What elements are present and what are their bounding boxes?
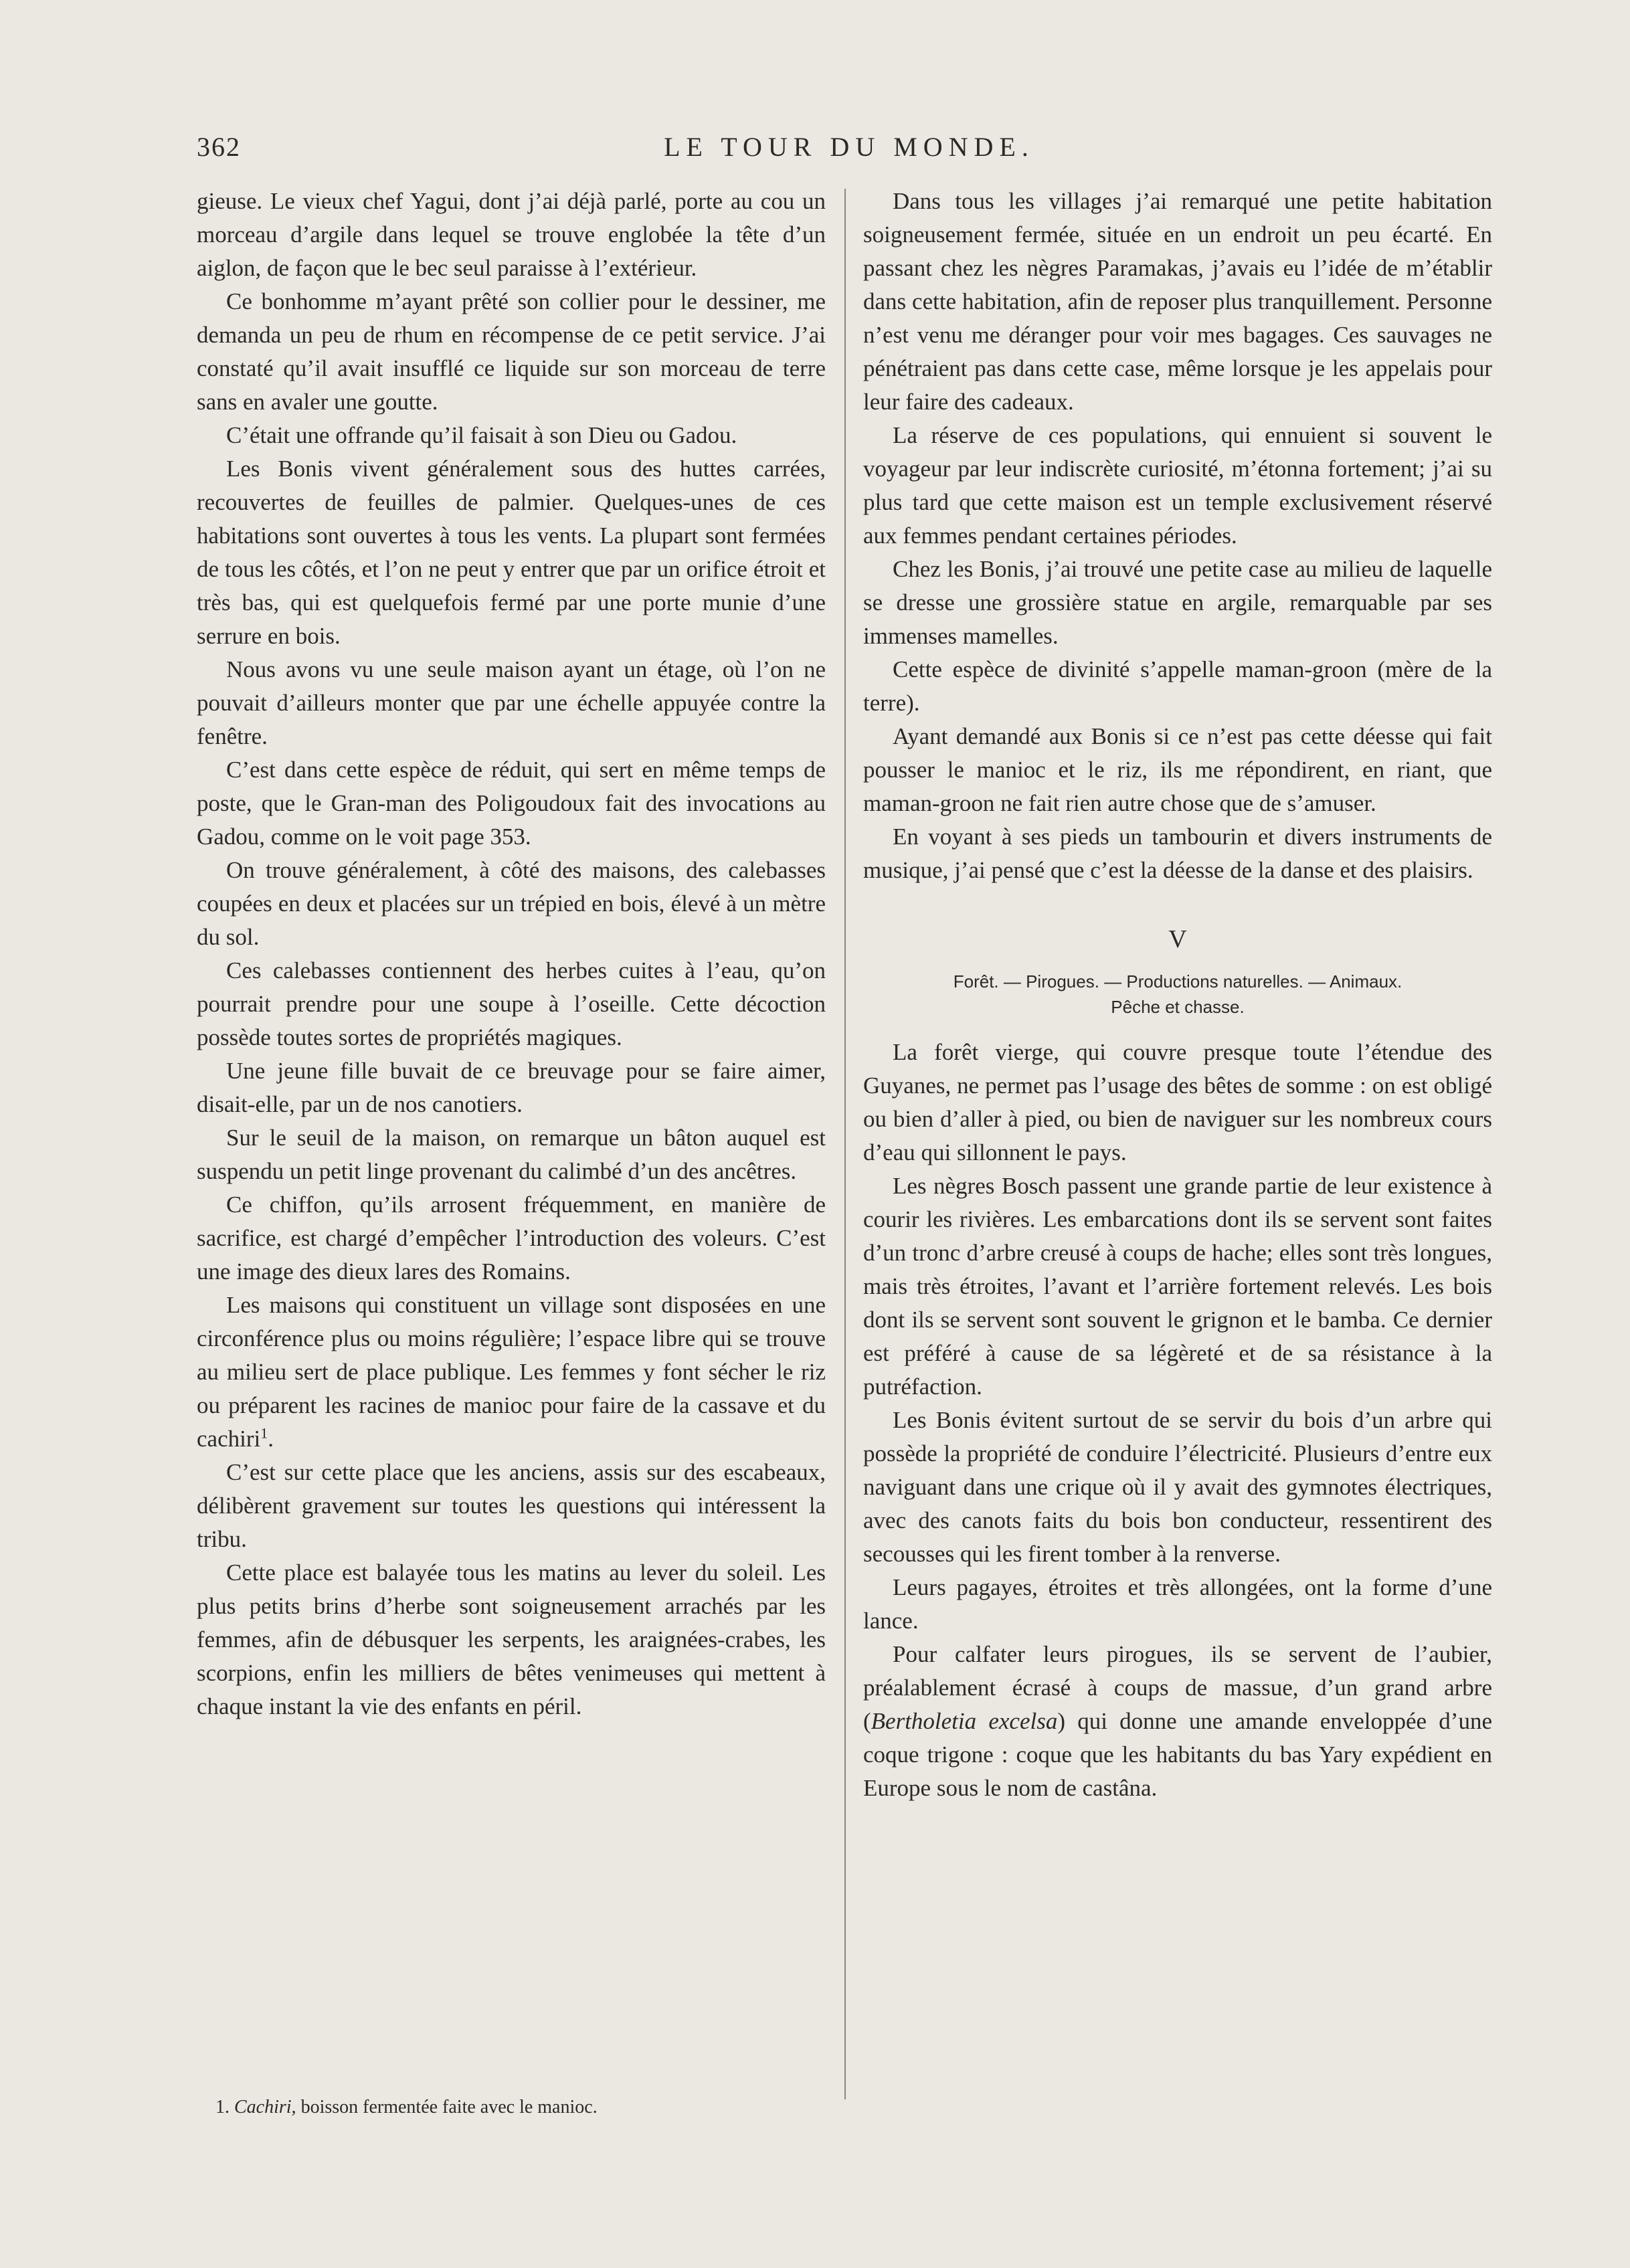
footnote-ref: 1: [260, 1424, 268, 1442]
paragraph: La réserve de ces populations, qui ennuient si souvent le voyageur par leur indiscrète curiosité, m’étonna fortement; j’ai su plus tard que cette maison est un temple exclusivement réservé aux femmes pendant certaines périodes.: [863, 422, 1492, 549]
paragraph: Sur le seuil de la maison, on remarque un bâton auquel est suspendu un petit linge provenant du calimbé d’un des ancêtres.: [197, 1125, 826, 1184]
italic-term: Bertholetia excelsa: [871, 1708, 1058, 1734]
paragraph: Une jeune fille buvait de ce breuvage pour se faire aimer, disait-elle, par un de nos canotiers.: [197, 1058, 826, 1117]
paragraph: Cette place est balayée tous les matins au lever du soleil. Les plus petits brins d’herbe sont soigneusement arrachés par les femmes, afin de débusquer les serpents, les araignées-crabes, les scorpions, enfin les milliers de bêtes venimeuses qui mettent à chaque instant la vie des enfants en péril.: [197, 1560, 826, 1719]
section-summary-line: Forêt. — Pirogues. — Productions naturelles. — Animaux.: [953, 971, 1402, 991]
footnote: [215, 2094, 818, 2121]
running-title: LE TOUR DU MONDE.: [664, 132, 1034, 162]
paragraph: La forêt vierge, qui couvre presque toute l’étendue des Guyanes, ne permet pas l’usage des bêtes de somme : on est obligé ou bien d’aller à pied, ou bien de naviguer sur les nombreux cours d’eau qui sillonnent le pays.: [863, 1039, 1492, 1165]
left-column: [197, 185, 826, 1723]
paragraph: C’était une offrande qu’il faisait à son Dieu ou Gadou.: [226, 422, 737, 448]
paragraph: Ayant demandé aux Bonis si ce n’est pas cette déesse qui fait pousser le manioc et le riz, ils me répondirent, en riant, que maman-groon ne fait rien autre chose que de s’amuser.: [863, 723, 1492, 816]
paragraph: [197, 1289, 826, 1456]
paragraph: [863, 1638, 1492, 1805]
page-header: [197, 131, 1502, 171]
section-summary: [870, 969, 1485, 1020]
paragraph: Cette espèce de divinité s’appelle maman-groon (mère de la terre).: [863, 656, 1492, 716]
right-column: [863, 185, 1492, 1805]
paragraph-text: Pour calfater leurs pirogues, ils se servent de l’aubier, préalablement écrasé à coups de massue, d’un grand arbre (: [863, 1641, 1492, 1734]
paragraph: Les Bonis vivent généralement sous des huttes carrées, recouvertes de feuilles de palmier. Quelques-unes de ces habitations sont ouvertes à tous les vents. La plupart sont fermées de tous les côtés, et l’on ne peut y entrer que par un orifice étroit et très bas, qui est quelquefois fermé par une porte munie d’une serrure en bois.: [197, 456, 826, 649]
section-summary-line: Pêche et chasse.: [1111, 997, 1245, 1017]
footnote-text: boisson fermentée faite avec le manioc.: [296, 2097, 598, 2117]
footnote-term: Cachiri,: [234, 2097, 296, 2117]
paragraph: Dans tous les villages j’ai remarqué une petite habitation soigneusement fermée, située en un endroit un peu écarté. En passant chez les nègres Paramakas, j’avais eu l’idée de m’établir dans cette habitation, afin de reposer plus tranquillement. Personne n’est venu me déranger pour voir mes bagages. Ces sauvages ne pénétraient pas dans cette case, même lorsque je les appelais pour leur faire des cadeaux.: [863, 188, 1492, 415]
paragraph: Nous avons vu une seule maison ayant un étage, où l’on ne pouvait d’ailleurs monter que par une échelle appuyée contre la fenêtre.: [197, 656, 826, 749]
paragraph: C’est dans cette espèce de réduit, qui sert en même temps de poste, que le Gran-man des Poligoudoux fait des invocations au Gadou, comme on le voit page 353.: [197, 757, 826, 850]
paragraph-text: Les maisons qui constituent un village sont disposées en une circonférence plus ou moins régulière; l’espace libre qui se trouve au milieu sert de place publique. Les femmes y font sécher le riz ou préparent les racines de manioc pour faire de la cassave et du cachiri: [197, 1292, 826, 1452]
paragraph: Ce chiffon, qu’ils arrosent fréquemment, en manière de sacrifice, est chargé d’empêcher l’introduction des voleurs. C’est une image des dieux lares des Romains.: [197, 1192, 826, 1285]
paragraph: gieuse. Le vieux chef Yagui, dont j’ai déjà parlé, porte au cou un morceau d’argile dans lequel se trouve englobée la tête d’un aiglon, de façon que le bec seul paraisse à l’extérieur.: [197, 188, 826, 281]
paragraph: C’est sur cette place que les anciens, assis sur des escabeaux, délibèrent gravement sur toutes les questions qui intéressent la tribu.: [197, 1459, 826, 1552]
paragraph: Leurs pagayes, étroites et très allongées, ont la forme d’une lance.: [863, 1574, 1492, 1634]
paragraph-end: .: [268, 1426, 274, 1452]
paragraph: Les Bonis évitent surtout de se servir du bois d’un arbre qui possède la propriété de conduire l’électricité. Plusieurs d’entre eux naviguant dans une crique où il y avait des gymnotes électriques, avec des canots faits du bois bon conducteur, ressentirent des secousses qui les firent tomber à la renverse.: [863, 1407, 1492, 1567]
footnote-number: 1.: [215, 2097, 230, 2117]
paragraph: En voyant à ses pieds un tambourin et divers instruments de musique, j’ai pensé que c’est la déesse de la danse et des plaisirs.: [863, 824, 1492, 883]
paragraph: Ces calebasses contiennent des herbes cuites à l’eau, qu’on pourrait prendre pour une soupe à l’oseille. Cette décoction possède toutes sortes de propriétés magiques.: [197, 957, 826, 1050]
paragraph: Chez les Bonis, j’ai trouvé une petite case au milieu de laquelle se dresse une grossière statue en argile, remarquable par ses immenses mamelles.: [863, 556, 1492, 649]
paragraph: Ce bonhomme m’ayant prêté son collier pour le dessiner, me demanda un peu de rhum en récompense de ce petit service. J’ai constaté qu’il avait insufflé ce liquide sur son morceau de terre sans en avaler une goutte.: [197, 288, 826, 415]
page-number: 362: [197, 132, 241, 162]
column-divider: [844, 189, 846, 2099]
paragraph: On trouve généralement, à côté des maisons, des calebasses coupées en deux et placées sur un trépied en bois, élevé à un mètre du sol.: [197, 857, 826, 950]
section-numeral: V: [1168, 925, 1187, 953]
paragraph-text: ) qui donne une amande enveloppée d’une coque trigone : coque que les habitants du bas Yary expédient en Europe sous le nom de castâna.: [863, 1708, 1492, 1801]
paragraph: Les nègres Bosch passent une grande partie de leur existence à courir les rivières. Les embarcations dont ils se servent sont faites d’un tronc d’arbre creusé à coups de hache; elles sont très longues, mais très étroites, l’avant et l’arrière fortement relevés. Les bois dont ils se servent sont souvent le grignon et le bamba. Ce dernier est préféré à cause de sa légèreté et de sa résistance à la putréfaction.: [863, 1173, 1492, 1400]
